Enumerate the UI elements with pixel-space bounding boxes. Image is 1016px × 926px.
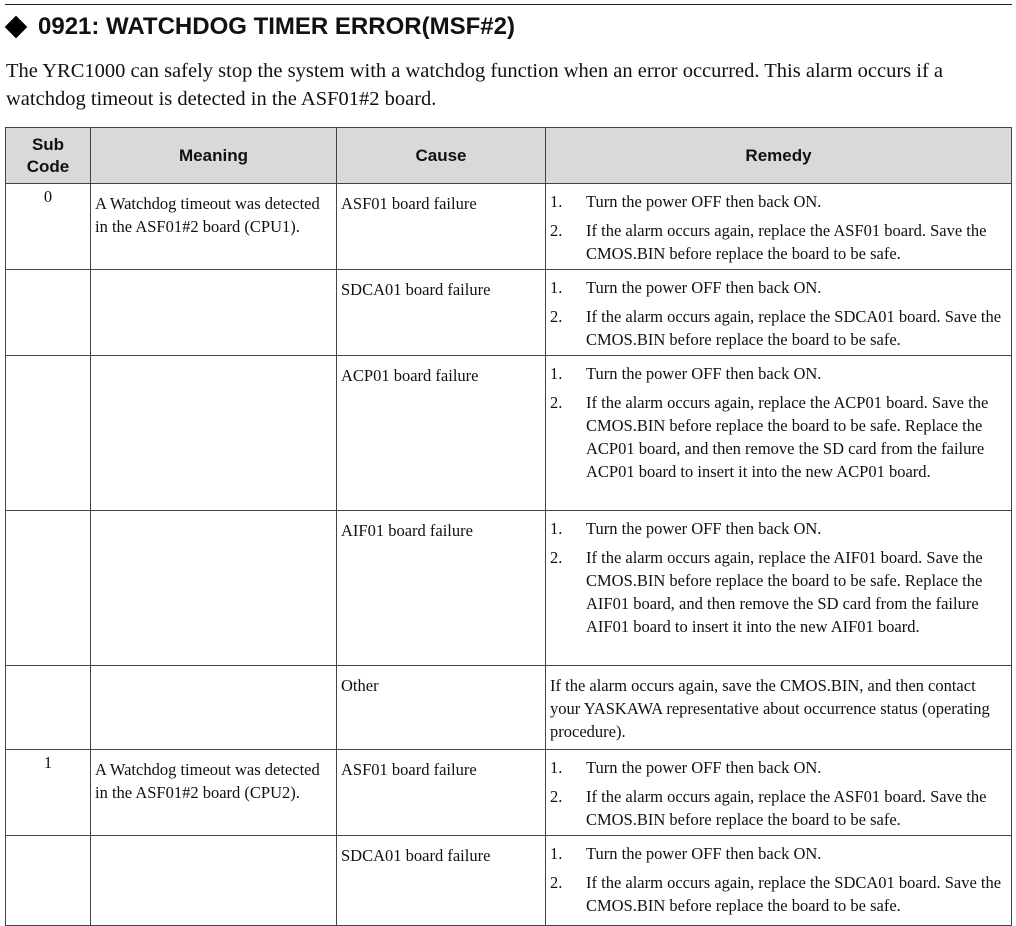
remedy-step: 1. Turn the power OFF then back ON. bbox=[550, 519, 822, 538]
table-row bbox=[6, 836, 1012, 926]
cause-cell: ASF01 board failure bbox=[337, 184, 546, 270]
remedy-cell bbox=[546, 184, 1012, 270]
header-meaning: Meaning bbox=[91, 128, 337, 184]
meaning-cell: A Watchdog timeout was detected in the ASF01#2 board (CPU2). bbox=[91, 750, 337, 836]
meaning-cell bbox=[91, 356, 337, 511]
remedy-cell bbox=[546, 750, 1012, 836]
top-rule bbox=[5, 4, 1012, 5]
cause-cell: ACP01 board failure bbox=[337, 356, 546, 511]
sub-code-cell bbox=[6, 270, 91, 356]
remedy-step: 2. If the alarm occurs again, replace the ASF01 board. Save the CMOS.BIN before replace the board to be safe. bbox=[550, 787, 987, 829]
header-remedy: Remedy bbox=[546, 128, 1012, 184]
table-row bbox=[6, 356, 1012, 511]
intro-paragraph: The YRC1000 can safely stop the system with a watchdog function when an error occurred. This alarm occurs if a watchdog timeout is detected in the ASF01#2 board. bbox=[6, 60, 944, 110]
sub-code-cell bbox=[6, 356, 91, 511]
remedy-step: 1. Turn the power OFF then back ON. bbox=[550, 844, 822, 863]
header-cause: Cause bbox=[337, 128, 546, 184]
meaning-cell: A Watchdog timeout was detected in the ASF01#2 board (CPU1). bbox=[91, 184, 337, 270]
table-row bbox=[6, 270, 1012, 356]
remedy-step: 1. Turn the power OFF then back ON. bbox=[550, 758, 822, 777]
remedy-cell bbox=[546, 836, 1012, 926]
cause-cell: SDCA01 board failure bbox=[337, 836, 546, 926]
meaning-cell bbox=[91, 666, 337, 750]
table-row bbox=[6, 666, 1012, 750]
remedy-step: 2. If the alarm occurs again, replace the SDCA01 board. Save the CMOS.BIN before replace the board to be safe. bbox=[550, 307, 1002, 349]
remedy-cell bbox=[546, 270, 1012, 356]
table-row bbox=[6, 750, 1012, 836]
remedy-step: 2. If the alarm occurs again, replace the ASF01 board. Save the CMOS.BIN before replace the board to be safe. bbox=[550, 221, 987, 263]
remedy-step: 1. Turn the power OFF then back ON. bbox=[550, 278, 822, 297]
remedy-step: 1. Turn the power OFF then back ON. bbox=[550, 364, 822, 383]
meaning-cell bbox=[91, 836, 337, 926]
remedy-step: 2. If the alarm occurs again, replace the SDCA01 board. Save the CMOS.BIN before replace the board to be safe. bbox=[550, 873, 1002, 915]
diamond-bullet-icon bbox=[5, 15, 28, 38]
remedy-step: 2. If the alarm occurs again, replace the ACP01 board. Save the CMOS.BIN before replace the board to be safe. Replace the ACP01 board, and then remove the SD card from the failure ACP01 board to insert it into the new ACP01 board. bbox=[550, 393, 989, 481]
remedy-step: 1. Turn the power OFF then back ON. bbox=[550, 192, 822, 211]
sub-code-cell bbox=[6, 836, 91, 926]
table-row bbox=[6, 184, 1012, 270]
section-heading bbox=[6, 12, 515, 42]
heading-text: 0921: WATCHDOG TIMER ERROR(MSF#2) bbox=[38, 13, 515, 40]
meaning-cell bbox=[91, 511, 337, 666]
table-row bbox=[6, 511, 1012, 666]
cause-cell: AIF01 board failure bbox=[337, 511, 546, 666]
alarm-table bbox=[5, 127, 1012, 926]
sub-code-cell bbox=[6, 666, 91, 750]
table-header-row bbox=[6, 128, 1012, 184]
remedy-cell bbox=[546, 511, 1012, 666]
meaning-cell bbox=[91, 270, 337, 356]
header-sub-code: Sub Code bbox=[6, 128, 91, 184]
sub-code-cell: 1 bbox=[6, 750, 91, 836]
cause-cell: SDCA01 board failure bbox=[337, 270, 546, 356]
remedy-cell bbox=[546, 356, 1012, 511]
remedy-step: 2. If the alarm occurs again, replace the AIF01 board. Save the CMOS.BIN before replace the board to be safe. Replace the AIF01 board, and then remove the SD card from the failure AIF01 board to insert it into the new AIF01 board. bbox=[550, 548, 983, 636]
sub-code-cell: 0 bbox=[6, 184, 91, 270]
remedy-cell: If the alarm occurs again, save the CMOS.BIN, and then contact your YASKAWA representative about occurrence status (operating procedure). bbox=[546, 666, 1012, 750]
sub-code-cell bbox=[6, 511, 91, 666]
cause-cell: ASF01 board failure bbox=[337, 750, 546, 836]
cause-cell: Other bbox=[337, 666, 546, 750]
